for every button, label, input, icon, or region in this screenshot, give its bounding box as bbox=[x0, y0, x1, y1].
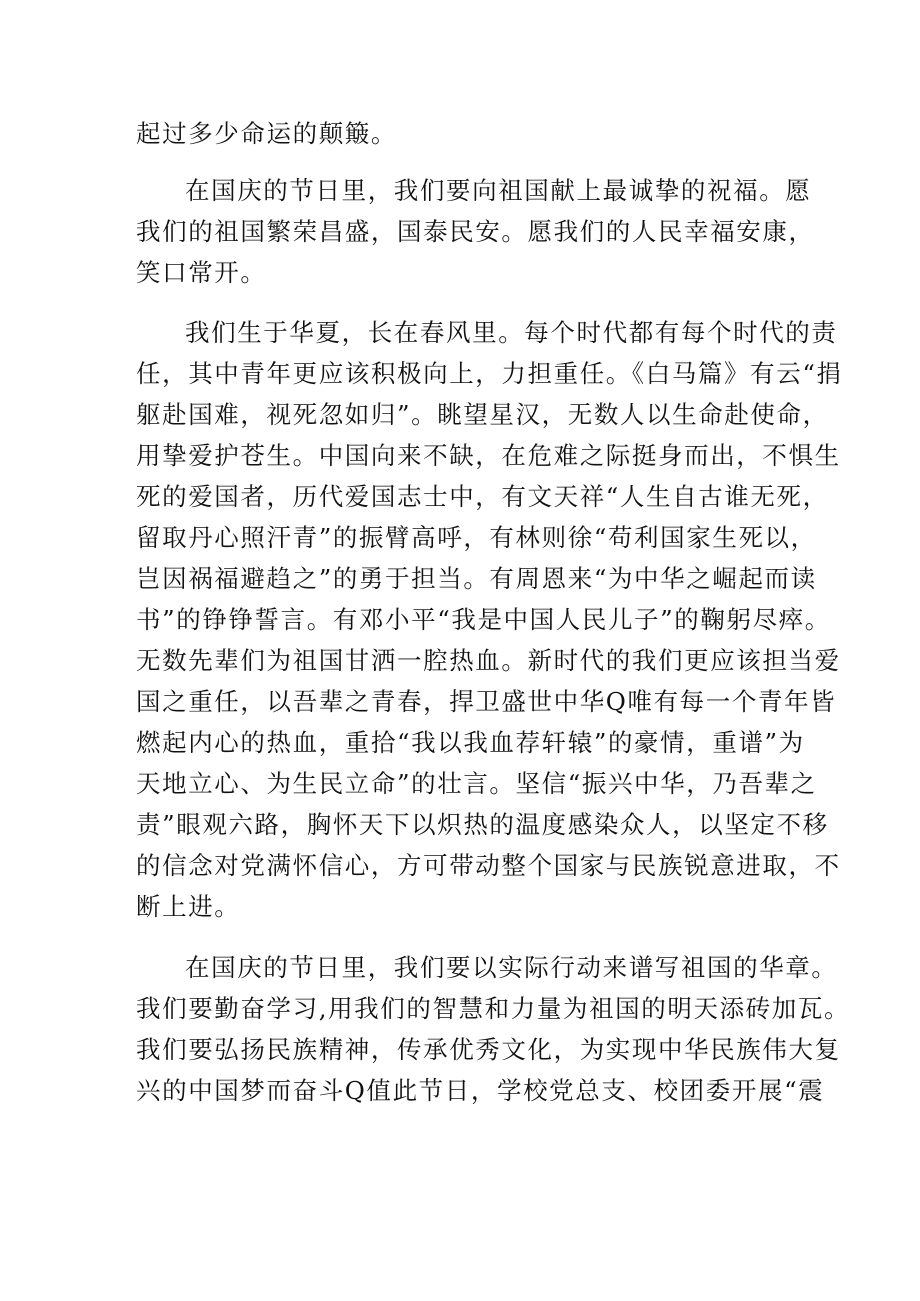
paragraph-3-line-7: 岂因祸福避趋之”的勇于担当。有周恩来“为中华之崛起而读 bbox=[136, 564, 817, 593]
paragraph-3-line-8: 书”的铮铮誓言。有邓小平“我是中国人民儿子”的鞠躬尽瘁。 bbox=[136, 605, 831, 634]
paragraph-3-line-1: 我们生于华夏，长在春风里。每个时代都有每个时代的责 bbox=[185, 318, 838, 347]
paragraph-3-line-2: 任，其中青年更应该积极向上，力担重任。《白马篇》有云“捐 bbox=[136, 359, 843, 388]
paragraph-2-line-2: 我们的祖国繁荣昌盛，国泰民安。愿我们的人民幸福安康， bbox=[136, 217, 815, 246]
paragraph-3-line-11: 燃起内心的热血，重拾“我以我血荐轩辕”的豪情，重谱”为 bbox=[136, 728, 805, 757]
paragraph-4-line-2: 我们要勤奋学习,用我们的智慧和力量为祖国的明天添砖加瓦。 bbox=[136, 994, 851, 1023]
paragraph-3-line-6: 留取丹心照汗青”的振臂高呼，有林则徐“苟利国家生死以， bbox=[136, 523, 817, 552]
paragraph-4-line-4: 兴的中国梦而奋斗Q值此节日，学校党总支、校团委开展“震 bbox=[136, 1076, 825, 1105]
paragraph-3-line-12: 天地立心、为生民立命”的壮言。坚信“振兴中华，乃吾辈之 bbox=[136, 769, 817, 798]
paragraph-3-line-15: 断上进。 bbox=[136, 892, 241, 921]
paragraph-3-line-5: 死的爱国者，历代爱国志士中，有文天祥“人生自古谁无死， bbox=[136, 482, 829, 511]
paragraph-3-line-4: 用挚爱护苍生。中国向来不缺，在危难之际挺身而出，不惧生 bbox=[136, 441, 841, 470]
paragraph-3-line-10: 国之重任，以吾辈之青春，捍卫盛世中华Q唯有每一个青年皆 bbox=[136, 687, 837, 716]
paragraph-3-line-9: 无数先辈们为祖国甘洒一腔热血。新时代的我们更应该担当爱 bbox=[136, 646, 841, 675]
paragraph-4-line-1: 在国庆的节日里，我们要以实际行动来谱写祖国的华章。 bbox=[185, 953, 838, 982]
paragraph-3-line-3: 躯赴国难，视死忽如归”。眺望星汉，无数人以生命赴使命， bbox=[136, 400, 829, 429]
paragraph-1-line-1: 起过多少命运的颠簸。 bbox=[136, 119, 397, 148]
paragraph-2-line-1: 在国庆的节日里，我们要向祖国献上最诚挚的祝福。愿 bbox=[185, 176, 812, 205]
paragraph-2-line-3: 笑口常开。 bbox=[136, 258, 267, 287]
paragraph-4-line-3: 我们要弘扬民族精神，传承优秀文化，为实现中华民族伟大复 bbox=[136, 1035, 841, 1064]
paragraph-3-line-14: 的信念对党满怀信心，方可带动整个国家与民族锐意进取，不 bbox=[136, 851, 841, 880]
paragraph-3-line-13: 责”眼观六路，胸怀天下以炽热的温度感染众人，以坚定不移 bbox=[136, 810, 829, 839]
